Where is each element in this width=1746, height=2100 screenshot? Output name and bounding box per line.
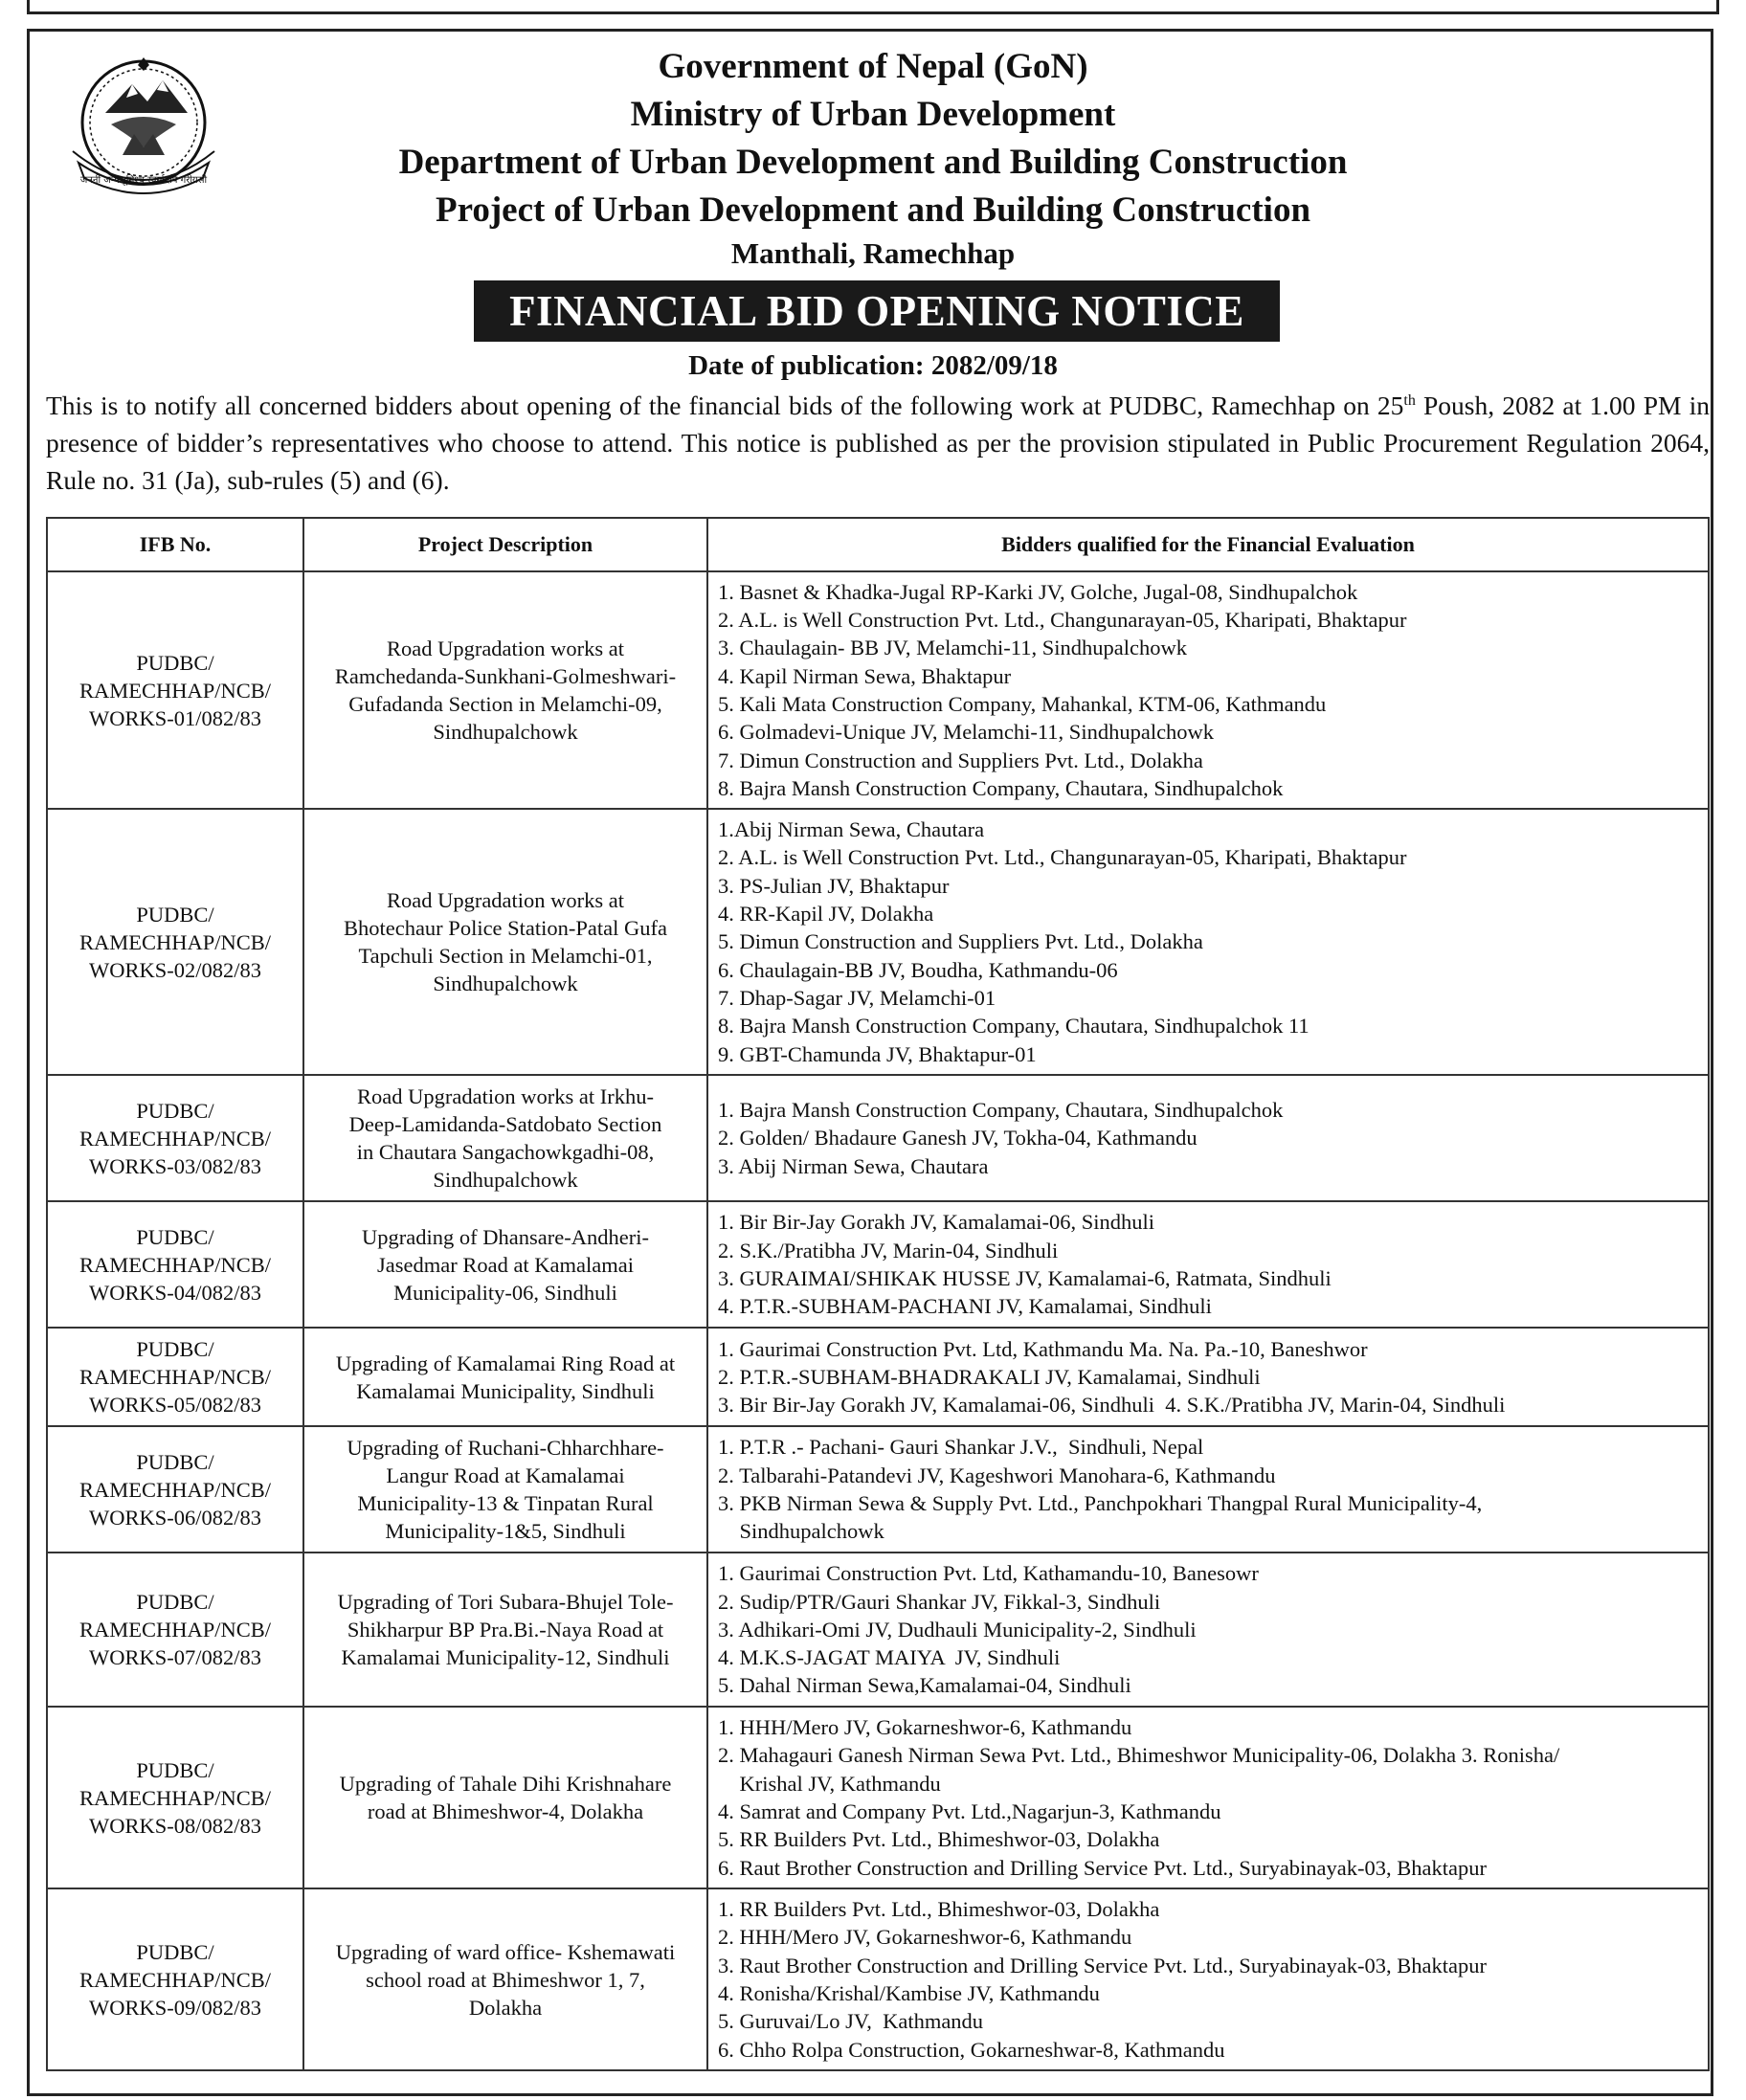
bidder-item: 1.Abij Nirman Sewa, Chautara	[718, 817, 985, 842]
bidder-item: 8. Bajra Mansh Construction Company, Chautara, Sindhupalchok	[718, 775, 1284, 800]
bidder-item: 2. S.K./Pratibha JV, Marin-04, Sindhuli	[718, 1238, 1059, 1262]
header-location: Manthali, Ramechhap	[730, 236, 1016, 270]
ifb-cell	[47, 1426, 303, 1553]
header-ifb: IFB No.	[47, 518, 303, 571]
ifb-line: WORKS-01/082/83	[89, 705, 261, 730]
description-line: Sindhupalchowk	[433, 972, 578, 995]
emblem-motto: जननी जन्मभूमिश्च स्वर्गादपि गरीयसी	[79, 175, 208, 186]
description-line: Road Upgradation works at	[386, 637, 625, 660]
bidder-list	[718, 1208, 1700, 1320]
bidder-item: 1. Gaurimai Construction Pvt. Ltd, Kathmandu Ma. Na. Pa.-10, Baneshwor	[718, 1336, 1368, 1361]
bidders-cell	[707, 1328, 1709, 1426]
header-description: Project Description	[303, 518, 707, 571]
bidder-item: 3. Abij Nirman Sewa, Chautara	[718, 1153, 989, 1178]
description-line: Upgrading of Ruchani-Chharchhare-	[347, 1436, 664, 1460]
ifb-cell	[47, 571, 303, 809]
ifb-line: PUDBC/	[136, 650, 214, 675]
ifb-line: RAMECHHAP/NCB/	[78, 1618, 272, 1642]
bidder-item: 5. RR Builders Pvt. Ltd., Bhimeshwor-03, Dolakha	[718, 1827, 1160, 1852]
bidder-item: 2. Mahagauri Ganesh Nirman Sewa Pvt. Ltd., Bhimeshwor Municipality-06, Dolakha 3. Ronisha/	[718, 1743, 1560, 1768]
description-line: in Chautara Sangachowkgadhi-08,	[356, 1140, 655, 1164]
ifb-cell	[47, 1888, 303, 2070]
bidder-item: 1. Basnet & Khadka-Jugal RP-Karki JV, Golche, Jugal-08, Sindhupalchok	[718, 579, 1358, 604]
ifb-line: WORKS-08/082/83	[89, 1813, 261, 1838]
bidder-list	[718, 1335, 1700, 1419]
header-ministry: Ministry of Urban Development	[630, 95, 1116, 134]
bidder-item: 1. Bajra Mansh Construction Company, Chautara, Sindhupalchok	[718, 1098, 1284, 1123]
bidder-item: 5. Dimun Construction and Suppliers Pvt. Ltd., Dolakha	[718, 929, 1203, 954]
bidder-item: 3. PKB Nirman Sewa & Supply Pvt. Ltd., Panchpokhari Thangpal Rural Municipality-4,	[718, 1491, 1483, 1515]
description-line: Upgrading of Tori Subara-Bhujel Tole-	[337, 1590, 674, 1614]
ifb-line: PUDBC/	[136, 1098, 214, 1123]
bidder-list	[718, 1433, 1700, 1545]
ifb-line: PUDBC/	[136, 1939, 214, 1964]
ifb-cell	[47, 1075, 303, 1201]
bidder-item: 2. A.L. is Well Construction Pvt. Ltd., Changunarayan-05, Kharipati, Bhaktapur	[718, 845, 1407, 870]
bidder-item: 8. Bajra Mansh Construction Company, Chautara, Sindhupalchok 11	[718, 1014, 1310, 1039]
table-row	[47, 1328, 1709, 1426]
header-project: Project of Urban Development and Building Construction	[435, 190, 1311, 230]
bidders-cell	[707, 1075, 1709, 1201]
ifb-line: WORKS-09/082/83	[89, 1995, 261, 2020]
description-line: Municipality-13 & Tinpatan Rural	[357, 1491, 654, 1515]
bidder-list	[718, 815, 1700, 1068]
header-government: Government of Nepal (GoN)	[658, 47, 1088, 86]
bidder-item: 9. GBT-Chamunda JV, Bhaktapur-01	[718, 1041, 1037, 1066]
bidder-item: 1. P.T.R .- Pachani- Gauri Shankar J.V., Sindhuli, Nepal	[718, 1435, 1204, 1460]
bidder-item: 5. Dahal Nirman Sewa,Kamalamai-04, Sindhuli	[718, 1673, 1131, 1698]
description-cell	[303, 1328, 707, 1426]
bidder-item: 6. Golmadevi-Unique JV, Melamchi-11, Sindhupalchowk	[718, 720, 1215, 745]
bidders-cell	[707, 1707, 1709, 1888]
description-line: Road Upgradation works at Irkhu-	[357, 1084, 654, 1108]
bidder-item: 1. Gaurimai Construction Pvt. Ltd, Kathamandu-10, Banesowr	[718, 1561, 1259, 1586]
bidder-item: 5. Kali Mata Construction Company, Mahankal, KTM-06, Kathmandu	[718, 692, 1327, 716]
bidder-item: Sindhupalchowk	[718, 1519, 884, 1544]
description-line: Deep-Lamidanda-Satdobato Section	[348, 1112, 662, 1136]
bidder-item: 4. Samrat and Company Pvt. Ltd.,Nagarjun-3, Kathmandu	[718, 1799, 1221, 1823]
ifb-line: PUDBC/	[136, 902, 214, 927]
bidder-item: 4. M.K.S-JAGAT MAIYA JV, Sindhuli	[718, 1645, 1061, 1670]
ifb-line: PUDBC/	[136, 1590, 214, 1614]
ifb-line: RAMECHHAP/NCB/	[78, 1967, 272, 1992]
bidders-cell	[707, 809, 1709, 1075]
description-line: Road Upgradation works at	[386, 888, 625, 912]
table-row	[47, 571, 1709, 809]
bidder-item: 7. Dhap-Sagar JV, Melamchi-01	[718, 985, 996, 1010]
table-header-row	[47, 518, 1709, 571]
ifb-line: PUDBC/	[136, 1337, 214, 1361]
bidder-item: Krishal JV, Kathmandu	[718, 1771, 941, 1796]
ifb-line: PUDBC/	[136, 1224, 214, 1249]
bidders-cell	[707, 1201, 1709, 1328]
ifb-line: PUDBC/	[136, 1757, 214, 1782]
description-line: Kamalamai Municipality-12, Sindhuli	[341, 1645, 670, 1669]
bidder-list	[718, 1096, 1700, 1180]
description-line: Bhotechaur Police Station-Patal Gufa	[343, 916, 668, 940]
bidder-item: 3. PS-Julian JV, Bhaktapur	[718, 873, 950, 898]
bidder-item: 4. P.T.R.-SUBHAM-PACHANI JV, Kamalamai, Sindhuli	[718, 1294, 1212, 1319]
description-cell	[303, 1201, 707, 1328]
ifb-cell	[47, 1707, 303, 1888]
header-department: Department of Urban Development and Building Construction	[398, 143, 1348, 182]
bidder-item: 2. Talbarahi-Patandevi JV, Kageshwori Manohara-6, Kathmandu	[718, 1463, 1276, 1487]
description-line: Municipality-06, Sindhuli	[393, 1280, 617, 1305]
ifb-cell	[47, 1328, 303, 1426]
table-row	[47, 1553, 1709, 1707]
table-row	[47, 1426, 1709, 1553]
bidder-item: 6. Chaulagain-BB JV, Boudha, Kathmandu-06	[718, 957, 1118, 982]
bidder-list	[718, 1895, 1700, 2064]
description-cell	[303, 1426, 707, 1553]
bidder-list	[718, 1713, 1700, 1882]
description-line: Sindhupalchowk	[433, 1168, 578, 1192]
bidder-item: 6. Chho Rolpa Construction, Gokarneshwar-8, Kathmandu	[718, 2037, 1225, 2062]
bidder-item: 3. Chaulagain- BB JV, Melamchi-11, Sindhupalchowk	[718, 636, 1187, 660]
table-row	[47, 1888, 1709, 2070]
bidder-item: 2. Sudip/PTR/Gauri Shankar JV, Fikkal-3, Sindhuli	[718, 1589, 1161, 1614]
description-line: Upgrading of Tahale Dihi Krishnahare	[339, 1772, 672, 1796]
ifb-line: WORKS-02/082/83	[89, 957, 261, 982]
description-cell	[303, 571, 707, 809]
bidder-item: 3. GURAIMAI/SHIKAK HUSSE JV, Kamalamai-6, Ratmata, Sindhuli	[718, 1266, 1332, 1290]
bidders-cell	[707, 1426, 1709, 1553]
top-border	[27, 0, 1719, 14]
ifb-line: WORKS-03/082/83	[89, 1153, 261, 1178]
ifb-line: RAMECHHAP/NCB/	[78, 1477, 272, 1502]
description-cell	[303, 1888, 707, 2070]
bidder-item: 3. Adhikari-Omi JV, Dudhauli Municipality-2, Sindhuli	[718, 1617, 1197, 1642]
description-cell	[303, 1075, 707, 1201]
ifb-line: RAMECHHAP/NCB/	[78, 929, 272, 954]
description-line: Jasedmar Road at Kamalamai	[376, 1252, 635, 1277]
ifb-line: RAMECHHAP/NCB/	[78, 1365, 272, 1389]
bidder-item: 4. RR-Kapil JV, Dolakha	[718, 902, 934, 927]
bidder-item: 1. HHH/Mero JV, Gokarneshwor-6, Kathmandu	[718, 1715, 1132, 1740]
bidders-cell	[707, 571, 1709, 809]
table-row	[47, 809, 1709, 1075]
bidder-item: 3. Raut Brother Construction and Drilling Service Pvt. Ltd., Suryabinayak-03, Bhaktapur	[718, 1953, 1487, 1977]
bidder-list	[718, 578, 1700, 802]
description-line: Shikharpur BP Pra.Bi.-Naya Road at	[347, 1618, 664, 1642]
bidders-cell	[707, 1553, 1709, 1707]
intro-text-start: This is to notify all concerned bidders about opening of the financial bids of the following work at PUDBC, Ramechhap on 25	[46, 391, 1404, 420]
bidders-cell	[707, 1888, 1709, 2070]
description-cell	[303, 1553, 707, 1707]
bidder-item: 2. A.L. is Well Construction Pvt. Ltd., Changunarayan-05, Kharipati, Bhaktapur	[718, 608, 1407, 633]
description-line: Upgrading of Dhansare-Andheri-	[362, 1224, 649, 1249]
intro-superscript: th	[1403, 391, 1416, 409]
table-body	[47, 571, 1709, 2070]
ifb-line: RAMECHHAP/NCB/	[78, 1252, 272, 1277]
bidder-item: 2. Golden/ Bhadaure Ganesh JV, Tokha-04, Kathmandu	[718, 1126, 1198, 1151]
description-cell	[303, 1707, 707, 1888]
bidder-item: 4. Ronisha/Krishal/Kambise JV, Kathmandu	[718, 1981, 1100, 2005]
description-line: Gufadanda Section in Melamchi-09,	[348, 692, 662, 716]
description-cell	[303, 809, 707, 1075]
ifb-cell	[47, 1553, 303, 1707]
description-line: school road at Bhimeshwor 1, 7,	[366, 1967, 645, 1992]
ifb-line: RAMECHHAP/NCB/	[78, 678, 272, 703]
description-line: Ramchedanda-Sunkhani-Golmeshwari-	[334, 664, 677, 688]
publication-date: Date of publication: 2082/09/18	[688, 350, 1058, 381]
ifb-cell	[47, 1201, 303, 1328]
ifb-line: WORKS-04/082/83	[89, 1280, 261, 1305]
description-line: Upgrading of ward office- Kshemawati	[335, 1939, 676, 1964]
description-line: Upgrading of Kamalamai Ring Road at	[335, 1351, 676, 1375]
description-line: Tapchuli Section in Melamchi-01,	[358, 944, 653, 968]
notice-title: FINANCIAL BID OPENING NOTICE	[474, 280, 1280, 342]
ifb-line: WORKS-05/082/83	[89, 1393, 261, 1417]
ifb-line: RAMECHHAP/NCB/	[78, 1126, 272, 1151]
header-bidders: Bidders qualified for the Financial Evaluation	[707, 518, 1709, 571]
intro-text-end: Poush, 2082 at 1.00 PM in presence of bidder’s representatives who choose to attend. This notice is published as per the provision stipulated in Public Procurement Regulation 2064, Rule no. 31 (Ja), sub-rules (5) and (6).	[46, 391, 1710, 495]
bidder-item: 1. RR Builders Pvt. Ltd., Bhimeshwor-03, Dolakha	[718, 1897, 1160, 1922]
bidder-item: 6. Raut Brother Construction and Drilling Service Pvt. Ltd., Suryabinayak-03, Bhaktapur	[718, 1855, 1487, 1880]
description-line: Kamalamai Municipality, Sindhuli	[356, 1378, 655, 1403]
ifb-line: PUDBC/	[136, 1449, 214, 1474]
ifb-line: RAMECHHAP/NCB/	[78, 1785, 272, 1810]
table-row	[47, 1075, 1709, 1201]
description-line: Langur Road at Kamalamai	[386, 1463, 625, 1487]
bidder-list	[718, 1559, 1700, 1699]
ifb-cell	[47, 809, 303, 1075]
bidder-item: 5. Guruvai/Lo JV, Kathmandu	[718, 2009, 984, 2034]
bidder-item: 7. Dimun Construction and Suppliers Pvt. Ltd., Dolakha	[718, 748, 1203, 772]
table-row	[47, 1201, 1709, 1328]
description-line: road at Bhimeshwor-4, Dolakha	[367, 1799, 644, 1823]
bids-table	[46, 517, 1710, 2071]
table-row	[47, 1707, 1709, 1888]
ifb-line: WORKS-06/082/83	[89, 1505, 261, 1530]
description-line: Municipality-1&5, Sindhuli	[385, 1519, 626, 1543]
bidder-item: 1. Bir Bir-Jay Gorakh JV, Kamalamai-06, Sindhuli	[718, 1210, 1154, 1235]
bidder-item: 2. P.T.R.-SUBHAM-BHADRAKALI JV, Kamalamai, Sindhuli	[718, 1364, 1261, 1389]
description-line: Sindhupalchowk	[433, 720, 578, 744]
bidder-item: 4. Kapil Nirman Sewa, Bhaktapur	[718, 663, 1012, 688]
bidder-item: 3. Bir Bir-Jay Gorakh JV, Kamalamai-06, Sindhuli 4. S.K./Pratibha JV, Marin-04, Sindhuli	[718, 1393, 1506, 1418]
ifb-line: WORKS-07/082/83	[89, 1645, 261, 1669]
description-line: Dolakha	[468, 1995, 543, 2020]
bidder-item: 2. HHH/Mero JV, Gokarneshwor-6, Kathmandu	[718, 1925, 1132, 1950]
intro-paragraph	[46, 387, 1710, 499]
